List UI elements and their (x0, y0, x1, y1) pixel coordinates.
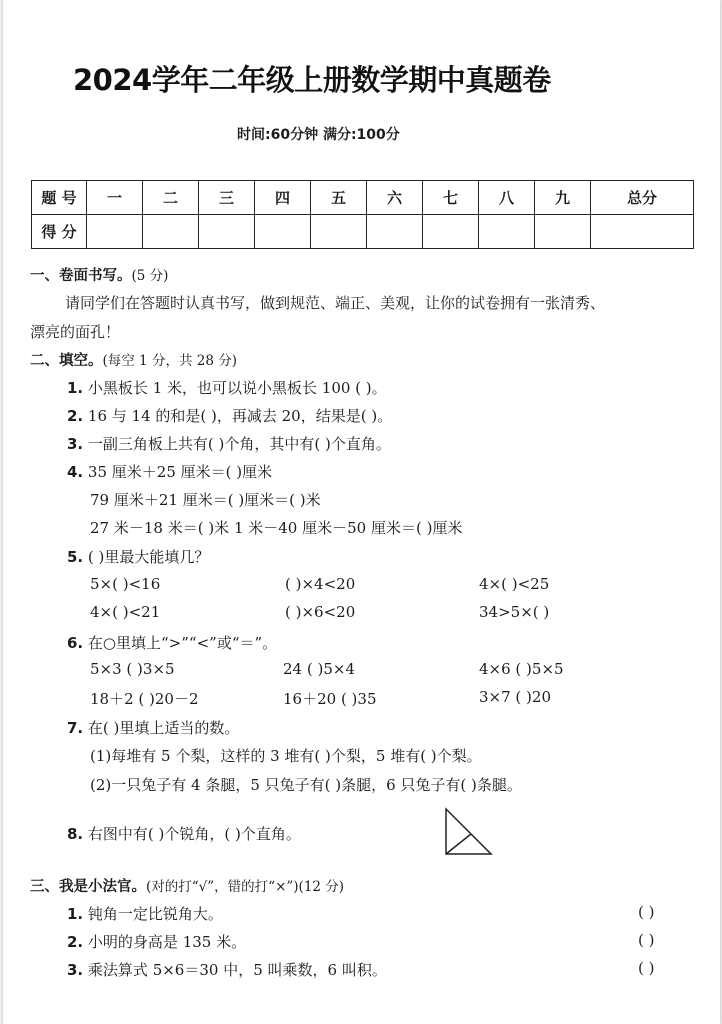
section-1-heading (30, 264, 168, 285)
question-3-3: 3. 乘法算式 5×6＝30 中，5 叫乘数，6 叫积。 (67, 961, 387, 979)
column-header: 一 (87, 181, 143, 215)
answer-paren[interactable]: ( ) (638, 959, 655, 977)
question-2-6-item: 5×3 ( )3×5 (90, 660, 175, 678)
question-2-5-item: ( )×4<20 (285, 575, 356, 593)
question-2-5-item: 4×( )<25 (479, 575, 550, 593)
score-cell-total[interactable] (591, 215, 694, 249)
question-2-4: 4. 35 厘米＋25 厘米＝( )厘米 (67, 463, 273, 481)
column-header: 三 (199, 181, 255, 215)
column-header: 四 (255, 181, 311, 215)
question-2-6-item: 24 ( )5×4 (283, 660, 355, 678)
question-3-1: 1. 钝角一定比锐角大。 (67, 905, 223, 923)
exam-paper (3, 0, 720, 1024)
section-2-heading (30, 349, 237, 370)
score-cell[interactable] (367, 215, 423, 249)
section-1-paragraph-line-1: 请同学们在答题时认真书写，做到规范、端正、美观，让你的试卷拥有一张清秀、 (65, 294, 606, 312)
triangle-figure (441, 806, 497, 858)
score-cell[interactable] (143, 215, 199, 249)
score-cell[interactable] (479, 215, 535, 249)
column-header: 七 (423, 181, 479, 215)
section-2-title: 二、填空。 (30, 353, 103, 369)
column-header: 二 (143, 181, 199, 215)
score-table-score-row (32, 215, 694, 249)
question-2-5-item: ( )×6<20 (285, 603, 356, 621)
column-header: 六 (367, 181, 423, 215)
question-2-6-item: 16＋20 ( )35 (283, 690, 377, 708)
column-header: 五 (311, 181, 367, 215)
question-2-7: 7. 在( )里填上适当的数。 (67, 719, 240, 737)
column-header: 九 (535, 181, 591, 215)
question-2-1: 1. 小黑板长 1 米，也可以说小黑板长 100 ( )。 (67, 379, 387, 397)
section-1-points: (5 分) (131, 268, 169, 284)
section-1-title: 一、卷面书写。 (30, 268, 132, 284)
question-2-5-item: 5×( )<16 (90, 575, 161, 593)
score-cell[interactable] (87, 215, 143, 249)
row-label: 题 号 (32, 181, 87, 215)
question-2-4-line-b: 79 厘米＋21 厘米＝( )厘米＝( )米 (90, 491, 321, 509)
score-table-header-row (32, 181, 694, 215)
question-2-3: 3. 一副三角板上共有( )个角，其中有( )个直角。 (67, 435, 391, 453)
answer-paren[interactable]: ( ) (638, 903, 655, 921)
question-2-4-line-c: 27 米－18 米＝( )米 1 米－40 厘米－50 厘米＝( )厘米 (90, 519, 463, 537)
question-2-6-item: 3×7 ( )20 (479, 688, 551, 706)
triangle-inner-line (446, 834, 471, 854)
triangle-outline (446, 809, 491, 854)
answer-paren[interactable]: ( ) (638, 931, 655, 949)
section-1-paragraph-line-2: 漂亮的面孔！ (30, 323, 121, 341)
question-2-6-item: 18＋2 ( )20－2 (90, 690, 199, 708)
score-cell[interactable] (255, 215, 311, 249)
score-cell[interactable] (311, 215, 367, 249)
question-2-5-item: 4×( )<21 (90, 603, 161, 621)
score-cell[interactable] (199, 215, 255, 249)
question-2-6-item: 4×6 ( )5×5 (479, 660, 564, 678)
score-cell[interactable] (423, 215, 479, 249)
question-2-6: 6. 在○里填上“>”“<”或“＝”。 (67, 634, 278, 652)
question-2-8: 8. 右图中有( )个锐角，( )个直角。 (67, 825, 301, 843)
page-title: 2024学年二年级上册数学期中真题卷 (73, 63, 551, 97)
section-3-instructions: (对的打“√”，错的打“×”)(12 分) (146, 879, 345, 895)
question-2-7-part-1: (1)每堆有 5 个梨，这样的 3 堆有( )个梨，5 堆有( )个梨。 (90, 747, 482, 765)
question-2-7-part-2: (2)一只兔子有 4 条腿，5 只兔子有( )条腿，6 只兔子有( )条腿。 (90, 776, 522, 794)
question-2-5: 5. ( )里最大能填几？ (67, 548, 210, 566)
question-3-2: 2. 小明的身高是 135 米。 (67, 933, 247, 951)
section-3-title: 三、我是小法官。 (30, 879, 146, 895)
column-header-total: 总分 (591, 181, 694, 215)
exam-time-score: 时间:60分钟 满分:100分 (237, 127, 400, 143)
question-2-5-item: 34>5×( ) (479, 603, 550, 621)
question-2-2: 2. 16 与 14 的和是( )，再减去 20，结果是( )。 (67, 407, 393, 425)
column-header: 八 (479, 181, 535, 215)
score-cell[interactable] (535, 215, 591, 249)
score-table (31, 180, 694, 249)
section-3-heading (30, 875, 344, 896)
row-label: 得 分 (32, 215, 87, 249)
section-2-points: (每空 1 分，共 28 分) (102, 353, 237, 369)
